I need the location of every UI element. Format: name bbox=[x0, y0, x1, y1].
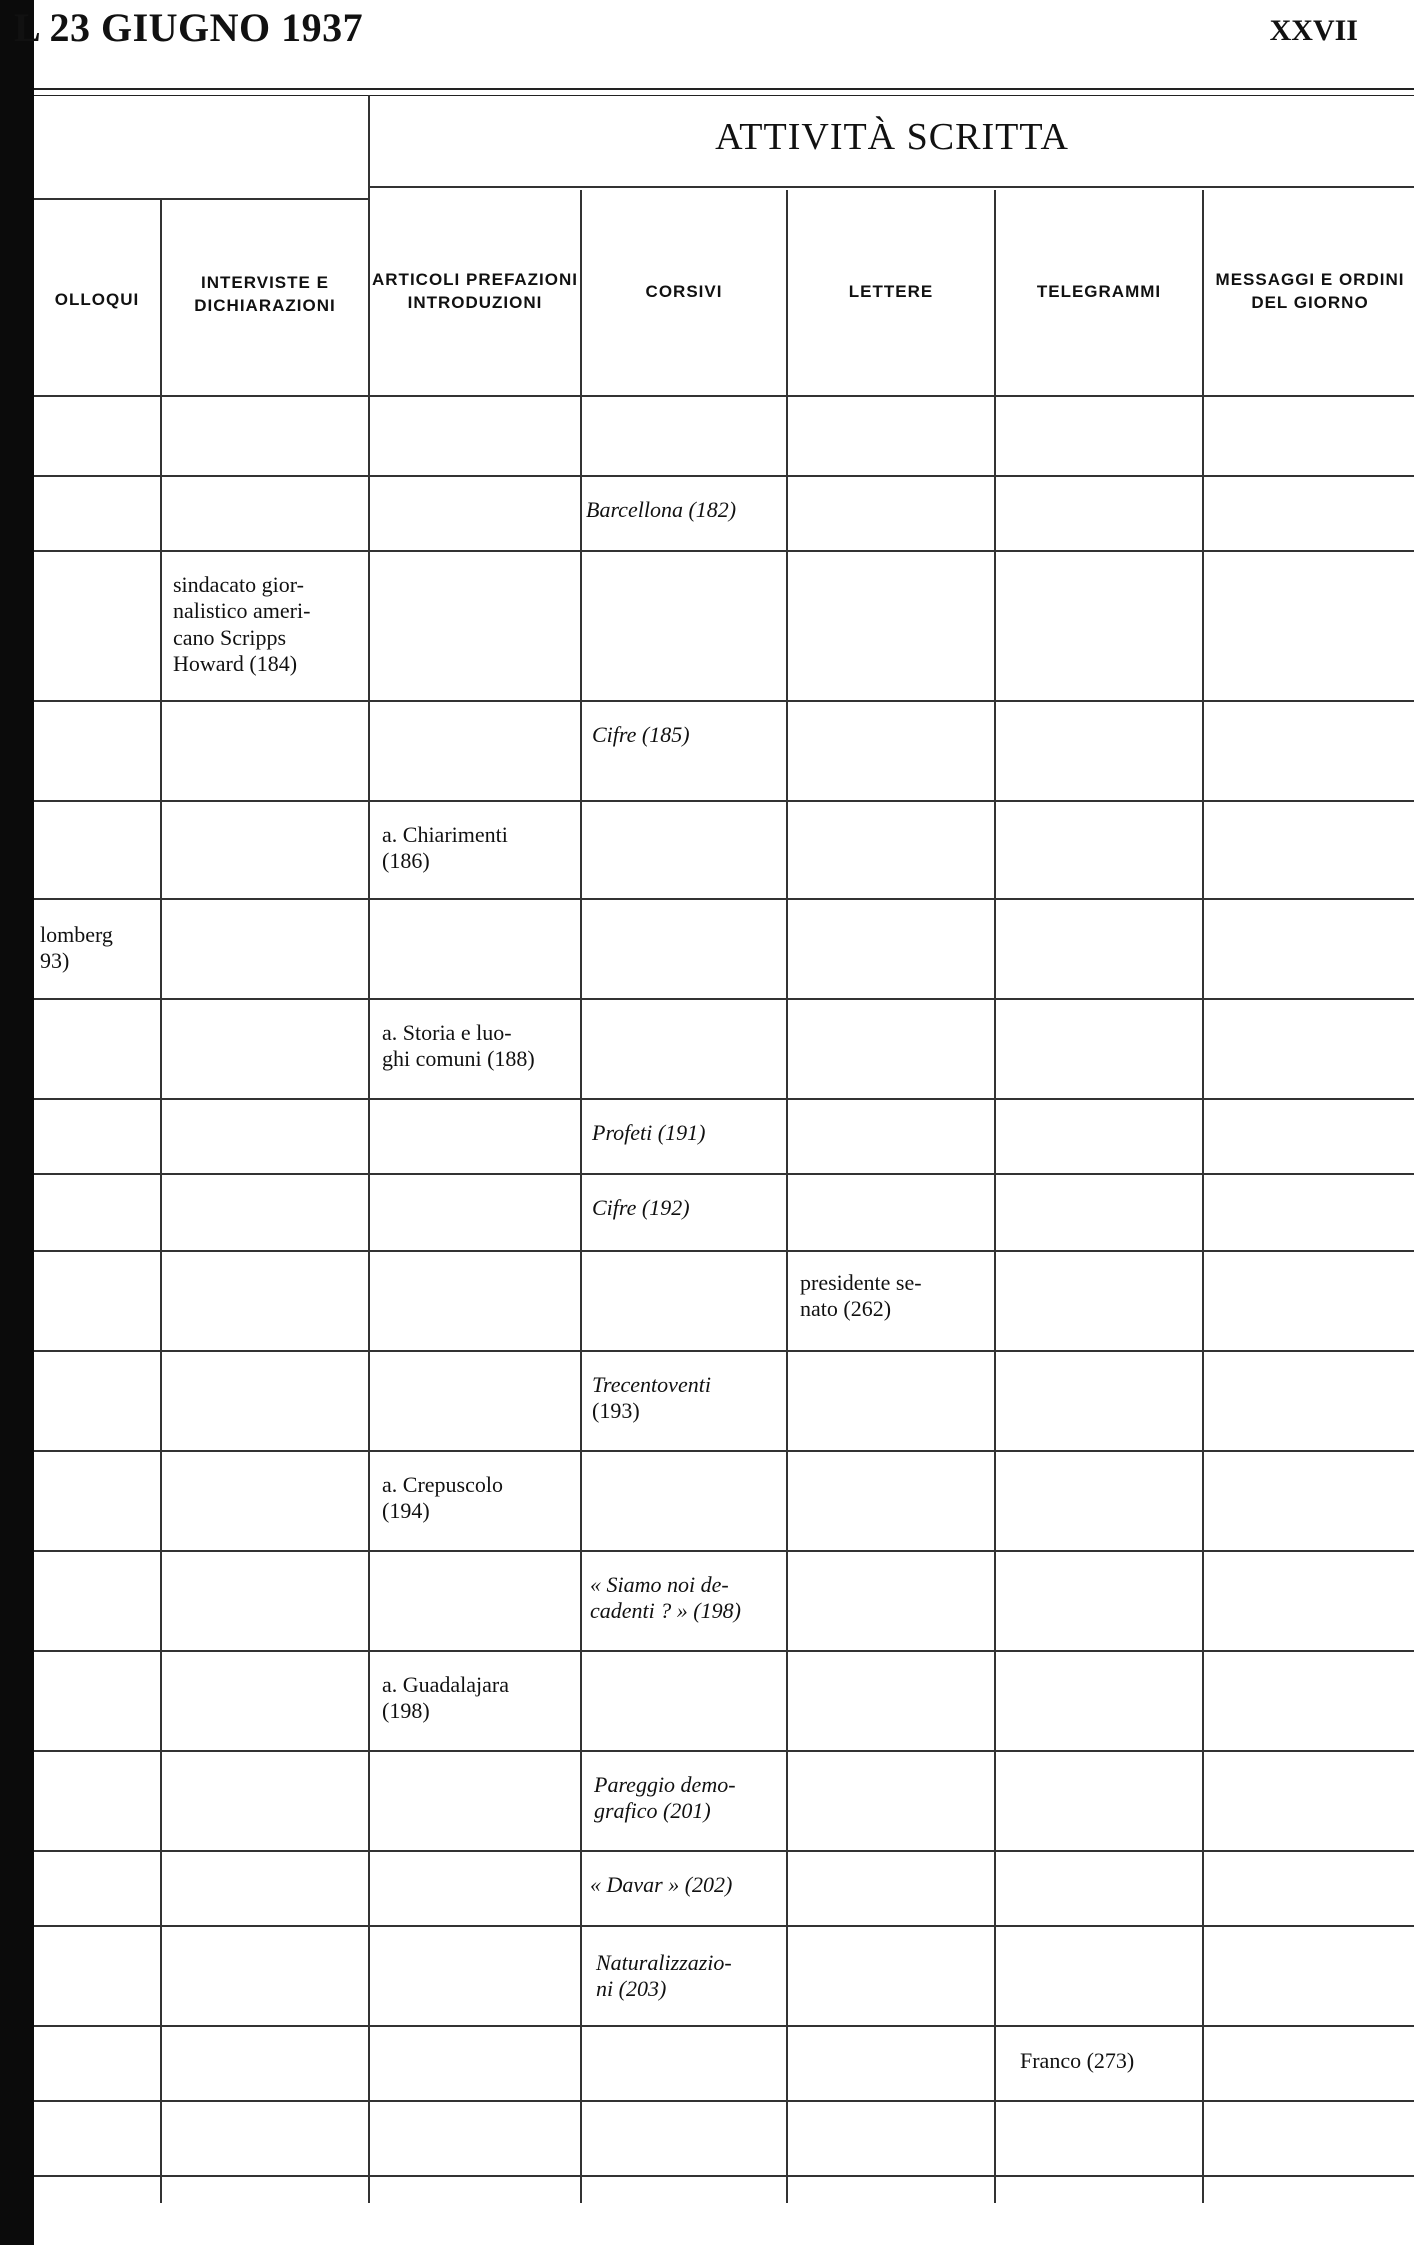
column-divider bbox=[580, 190, 582, 2203]
column-header-lettere: LETTERE bbox=[848, 281, 934, 301]
page-number: XXVII bbox=[1269, 14, 1358, 47]
column-header-telegrammi: TELEGRAMMI bbox=[1036, 281, 1162, 301]
row-rule bbox=[34, 475, 1414, 477]
row-rule bbox=[34, 1925, 1414, 1927]
row-rule bbox=[34, 1450, 1414, 1452]
column-divider bbox=[160, 198, 162, 2203]
row-rule bbox=[34, 800, 1414, 802]
section-rule bbox=[370, 186, 1414, 188]
row-rule bbox=[34, 2175, 1414, 2177]
row-rule bbox=[34, 1750, 1414, 1752]
telegramma-entry: Franco (273) bbox=[1020, 2048, 1135, 2073]
corsivo-entry: Trecentoventi (193) bbox=[592, 1372, 711, 1424]
header-rule bbox=[34, 88, 1414, 90]
column-divider bbox=[994, 190, 996, 2203]
corsivo-entry: Profeti (191) bbox=[592, 1120, 706, 1145]
row-rule bbox=[34, 998, 1414, 1000]
articolo-entry: a. Guadalajara (198) bbox=[382, 1672, 510, 1724]
column-header-colloqui: OLLOQUI bbox=[54, 289, 140, 309]
corsivo-entry: Pareggio demo- grafico (201) bbox=[594, 1772, 736, 1824]
header-rule-thin bbox=[34, 95, 1414, 96]
articolo-entry: a. Crepuscolo (194) bbox=[382, 1472, 503, 1524]
row-rule bbox=[34, 550, 1414, 552]
colloquio-entry: lomberg 93) bbox=[40, 922, 113, 974]
column-header-messaggi: MESSAGGI E ORDINI DEL GIORNO bbox=[1215, 270, 1405, 312]
column-header-corsivi: CORSIVI bbox=[645, 281, 723, 301]
row-rule bbox=[34, 1650, 1414, 1652]
row-rule bbox=[34, 1250, 1414, 1252]
row-rule bbox=[34, 898, 1414, 900]
corsivo-entry: Cifre (185) bbox=[592, 722, 690, 747]
row-rule bbox=[34, 1173, 1414, 1175]
articolo-entry: a. Storia e luo- ghi comuni (188) bbox=[382, 1020, 535, 1072]
column-divider bbox=[786, 190, 788, 2203]
row-rule bbox=[34, 2025, 1414, 2027]
left-header-rule bbox=[34, 198, 370, 200]
row-rule bbox=[34, 395, 1414, 397]
row-rule bbox=[34, 700, 1414, 702]
column-divider bbox=[368, 95, 370, 2203]
row-rule bbox=[34, 1550, 1414, 1552]
corsivo-entry: Naturalizzazio- ni (203) bbox=[596, 1950, 732, 2002]
row-rule bbox=[34, 1850, 1414, 1852]
row-rule bbox=[34, 1098, 1414, 1100]
lettera-entry: presidente se- nato (262) bbox=[800, 1270, 922, 1322]
column-header-interviste: INTERVISTE E DICHIARAZIONI bbox=[194, 273, 336, 315]
articolo-entry: a. Chiarimenti (186) bbox=[382, 822, 508, 874]
row-rule bbox=[34, 1350, 1414, 1352]
row-rule bbox=[34, 2100, 1414, 2102]
corsivo-entry: Barcellona (182) bbox=[586, 497, 737, 522]
page-binding-edge bbox=[0, 0, 34, 2245]
intervista-entry: sindacato gior- nalistico ameri- cano Scripps Howard (184) bbox=[173, 572, 311, 677]
corsivo-entry: « Davar » (202) bbox=[590, 1872, 733, 1897]
page-header-date: L 23 GIUGNO 1937 bbox=[14, 5, 364, 50]
corsivo-entry: « Siamo noi de- cadenti ? » (198) bbox=[590, 1572, 741, 1624]
column-divider bbox=[1202, 190, 1204, 2203]
corsivo-entry: Cifre (192) bbox=[592, 1195, 690, 1220]
column-header-articoli: ARTICOLI PREFAZIONI INTRODUZIONI bbox=[372, 270, 578, 312]
section-title: ATTIVITÀ SCRITTA bbox=[715, 116, 1069, 158]
